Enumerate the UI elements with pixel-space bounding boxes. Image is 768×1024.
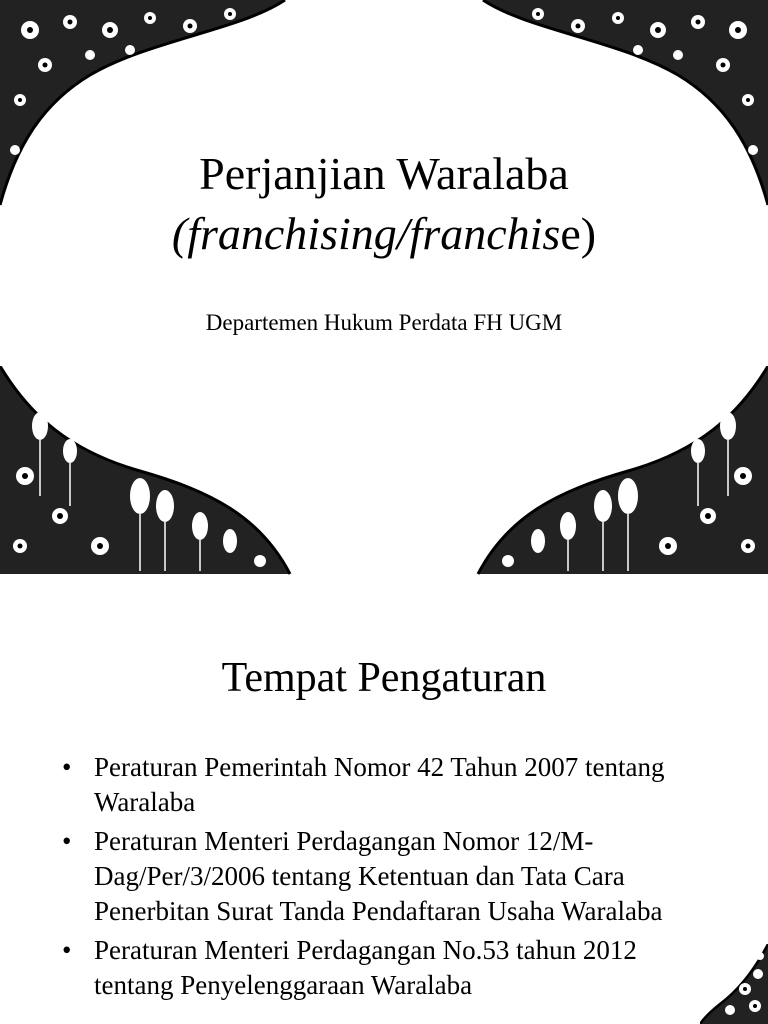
- bullet-text: Peraturan Pemerintah Nomor 42 Tahun 2007 tentang Waralaba: [94, 752, 665, 817]
- slide-subtitle: Departemen Hukum Perdata FH UGM: [205, 310, 563, 335]
- floral-corner-bottom-right-svg: [700, 944, 768, 1024]
- bullet-icon: •: [62, 752, 72, 782]
- bullet-icon: •: [62, 826, 72, 856]
- floral-arch-bottom-right-svg: [476, 366, 768, 576]
- floral-arch-bottom-right-icon: [476, 366, 768, 576]
- floral-arch-bottom-left-icon: [0, 366, 292, 576]
- list-item: [62, 750, 702, 820]
- floral-arch-bottom-left-svg: [0, 366, 292, 576]
- slide-title-line2: [0, 204, 768, 264]
- list-item: [62, 824, 702, 929]
- slide-title-tail: e): [560, 208, 597, 259]
- bullet-text: Peraturan Menteri Perdagangan Nomor 12/M-Dag/Per/3/2006 tentang Ketentuan dan Tata Cara Penerbitan Surat Tanda Pendaftaran Usaha Waralaba: [94, 826, 663, 926]
- slide-title-italic: (franchising/franchis: [171, 208, 561, 259]
- bullet-icon: •: [62, 935, 72, 965]
- bullet-list: [62, 750, 702, 1007]
- content-slide-title: Tempat Pengaturan: [221, 655, 547, 701]
- bullet-text: Peraturan Menteri Perdagangan No.53 tahun 2012 tentang Penyelenggaraan Waralaba: [94, 935, 637, 1000]
- slide-title: Perjanjian Waralaba: [199, 148, 569, 199]
- floral-corner-bottom-right-icon: [700, 944, 768, 1024]
- list-item: [62, 933, 702, 1003]
